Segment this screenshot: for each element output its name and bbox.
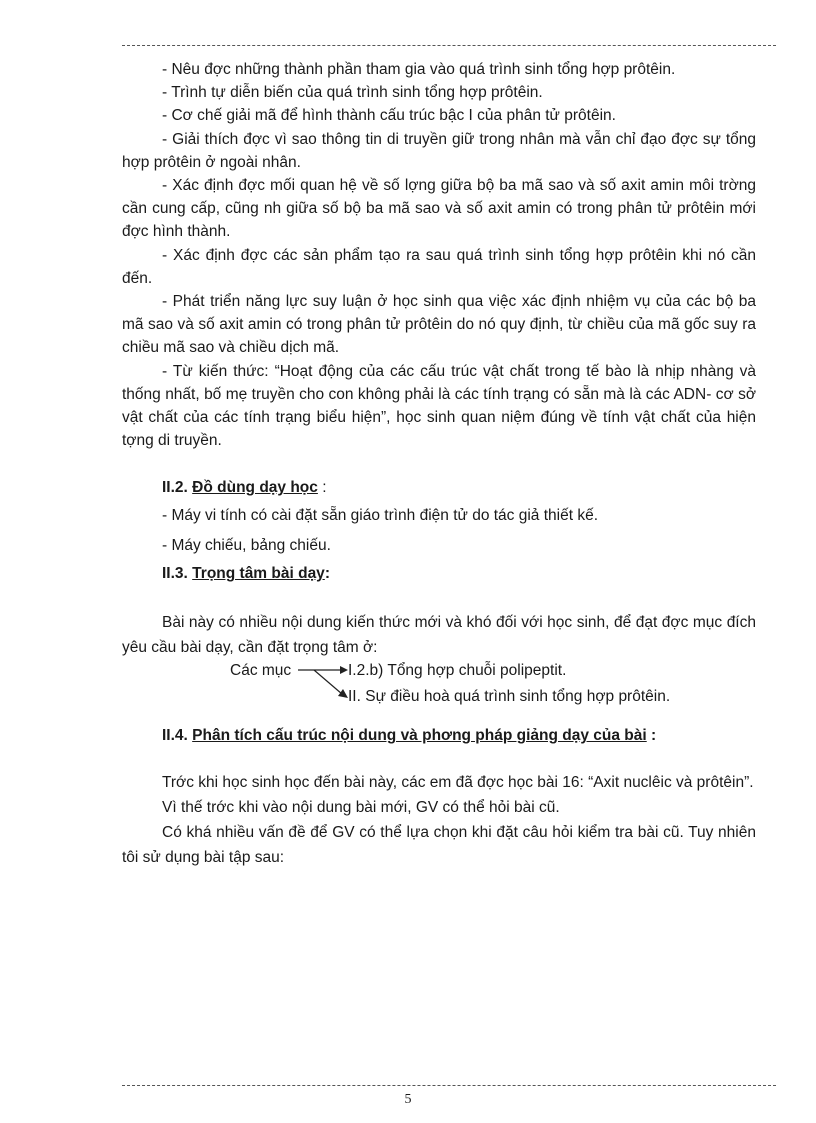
section-title: Phân tích cấu trúc nội dung và phơng pháp giảng dạy của bài — [192, 727, 647, 745]
section-heading-focus — [122, 560, 756, 588]
section-number: II.2. — [162, 479, 188, 497]
focus-paragraph: Bài này có nhiều nội dung kiến thức mới và khó đối với học sinh, để đạt đợc mục đích yêu cầu bài dạy, cần đặt trọng tâm ở: — [122, 614, 756, 657]
section-title: Đồ dùng dạy học — [192, 479, 318, 497]
page-number: 5 — [404, 1092, 412, 1107]
objective-5: - Xác định đợc mối quan hệ về số lợng giữa bộ ba mã sao và số axit amin môi trờng cần cung cấp, cũng nh giữa số bộ ba mã sao và số axit amin có trong phân tử prôtêin mới đợc hình thành. — [122, 177, 756, 241]
analysis-paragraph: Vì thế trớc khi vào nội dung bài mới, GV có thể hỏi bài cũ. — [162, 799, 560, 817]
focus-diagram — [122, 660, 756, 712]
header-divider — [122, 45, 776, 46]
footer-divider — [122, 1085, 776, 1086]
objective-3: - Cơ chế giải mã để hình thành cấu trúc bậc I của phân tử prôtêin. — [162, 107, 616, 125]
section-heading-analysis — [122, 724, 756, 748]
objective-1: - Nêu đợc những thành phần tham gia vào quá trình sinh tổng hợp prôtêin. — [162, 61, 676, 78]
objective-4: - Giải thích đợc vì sao thông tin di truyền giữ trong nhân mà vẫn chỉ đạo đợc sự tổng hợp prôtêin ở ngoài nhân. — [122, 130, 756, 171]
analysis-paragraph: Trớc khi học sinh học đến bài này, các em đã đợc học bài 16: “Axit nuclêic và prôtêin”. — [162, 774, 754, 792]
objective-7: - Phát triển năng lực suy luận ở học sinh qua việc xác định nhiệm vụ của các bộ ba mã sao và số axit amin có trong phân tử prôtêin do nó quy định, từ chiều của mã gốc suy ra chiều mã sao và chiều dịch mã. — [122, 293, 756, 357]
section-heading-teaching-aids — [122, 476, 756, 500]
teaching-aid-item: - Máy vi tính có cài đặt sẵn giáo trình điện tử do tác giả thiết kế. — [162, 507, 598, 525]
objective-6: - Xác định đợc các sản phẩm tạo ra sau quá trình sinh tổng hợp prôtêin khi nó cần đến. — [122, 246, 756, 287]
page-content — [122, 58, 756, 870]
objective-8: - Từ kiến thức: “Hoạt động của các cấu trúc vật chất trong tế bào là nhịp nhàng và thống nhất, bố mẹ truyền cho con không phải là các tính trạng có sẵn mà là các ADN- cơ sở vật chất của các tính trạng biểu hiện”, học sinh quan niệm đúng về tính vật chất của hiện tợng di truyền. — [122, 362, 756, 450]
focus-label: Các mục — [230, 662, 292, 680]
section-suffix: : — [646, 727, 657, 745]
arrow-icon — [296, 664, 350, 704]
section-title: Trọng tâm bài dạy — [192, 565, 325, 583]
focus-item: I.2.b) Tổng hợp chuỗi polipeptit. — [348, 662, 567, 680]
focus-item: II. Sự điều hoà quá trình sinh tổng hợp prôtêin. — [348, 688, 671, 706]
teaching-aid-item: - Máy chiếu, bảng chiếu. — [162, 537, 331, 555]
analysis-paragraph: Có khá nhiều vấn đề để GV có thể lựa chọn khi đặt câu hỏi kiểm tra bài cũ. Tuy nhiên tôi sử dụng bài tập sau: — [122, 824, 756, 867]
objective-2: - Trình tự diễn biến của quá trình sinh tổng hợp prôtêin. — [162, 84, 543, 102]
section-suffix: : — [324, 565, 330, 583]
section-number: II.4. — [162, 727, 188, 745]
section-number: II.3. — [162, 565, 188, 583]
section-suffix: : — [317, 479, 327, 497]
